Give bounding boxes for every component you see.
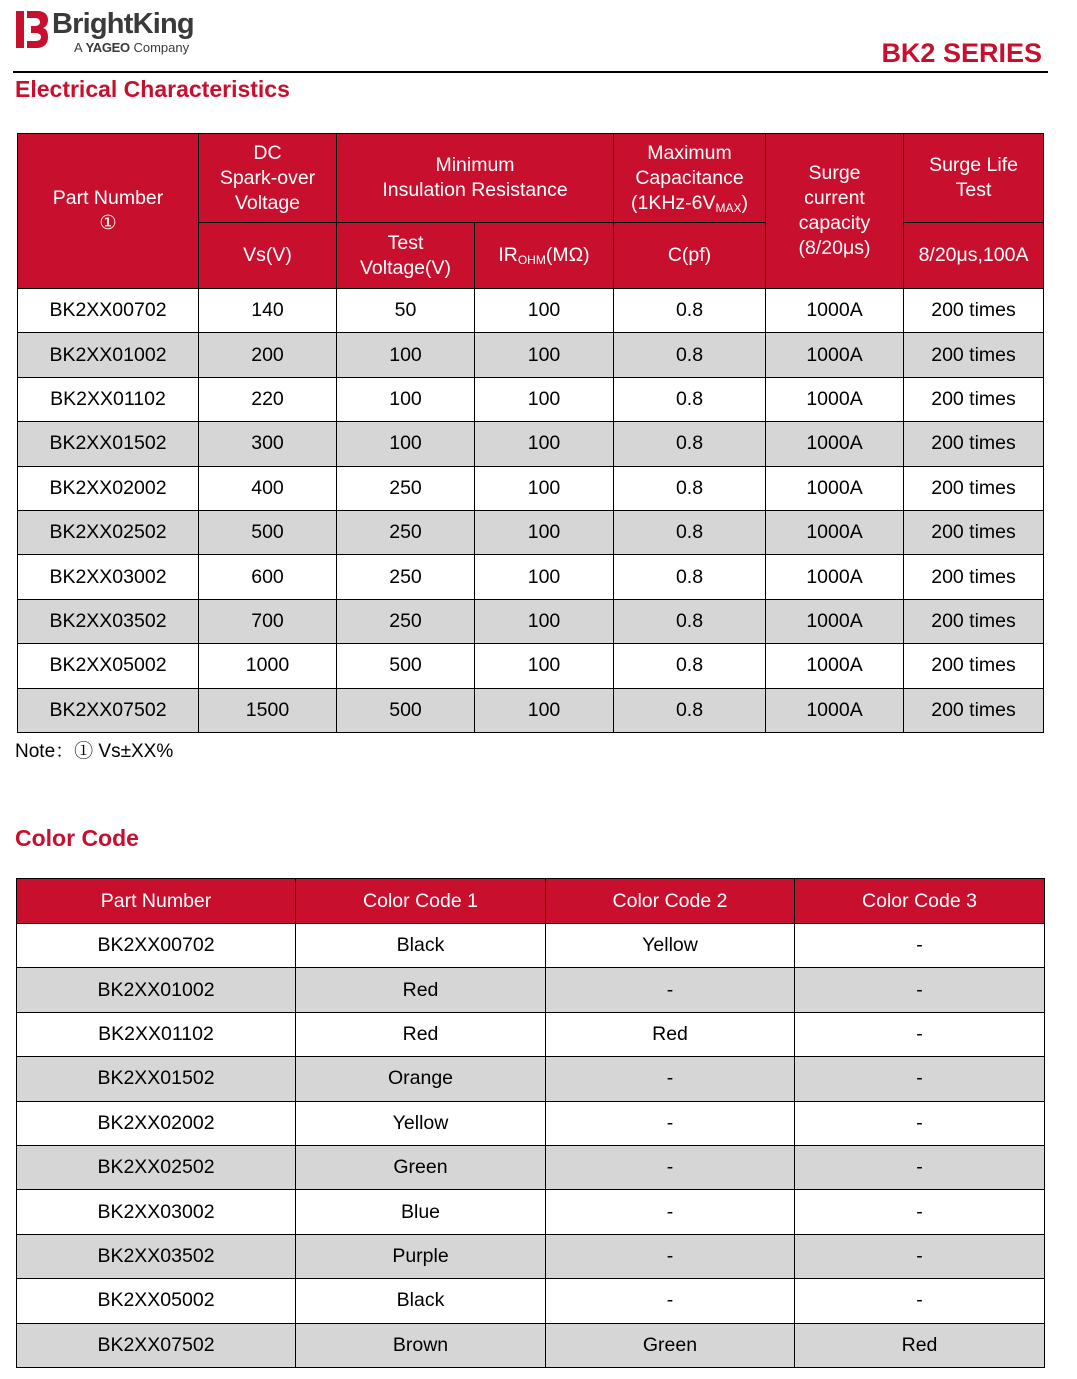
cell-test-voltage: 500 <box>337 688 475 732</box>
electrical-table-body <box>18 289 1044 733</box>
cell-color-code-1: Yellow <box>296 1101 546 1145</box>
color-header-part-number: Part Number <box>17 879 296 924</box>
cell-color-code-1: Purple <box>296 1234 546 1278</box>
cell-color-code-2: Yellow <box>546 924 795 968</box>
cell-capacitance: 0.8 <box>614 466 766 510</box>
cell-color-code-2: - <box>546 1190 795 1234</box>
cell-color-code-3: - <box>795 1190 1045 1234</box>
cell-color-code-2: - <box>546 1101 795 1145</box>
electrical-table-row <box>18 466 1044 510</box>
cell-surge-current: 1000A <box>766 688 904 732</box>
cell-color-code-2: Red <box>546 1012 795 1056</box>
cell-ir: 100 <box>475 688 614 732</box>
brand-name: BrightKing <box>52 8 194 40</box>
electrical-table-row <box>18 377 1044 421</box>
header-surge-life-test: Surge Life Test <box>904 134 1044 223</box>
color-table-row <box>17 1145 1045 1189</box>
header-ir-ohm: $IR_{OHM}(M\Omega)$ <box>475 223 614 289</box>
brand-sub-yageo: YAGEO <box>85 40 130 55</box>
cell-vs: 300 <box>199 422 337 466</box>
cell-surge-current: 1000A <box>766 377 904 421</box>
cell-vs: 1500 <box>199 688 337 732</box>
cell-part-number: BK2XX01002 <box>18 333 199 377</box>
cell-color-code-1: Black <box>296 1279 546 1323</box>
cell-capacitance: 0.8 <box>614 510 766 554</box>
cell-part-number: BK2XX05002 <box>18 644 199 688</box>
cell-part-number: BK2XX03502 <box>18 599 199 643</box>
cell-surge-current: 1000A <box>766 599 904 643</box>
cell-part-number: BK2XX03502 <box>17 1234 296 1278</box>
cell-color-code-2: Green <box>546 1323 795 1367</box>
cell-surge-life: 200 times <box>904 688 1044 732</box>
cell-color-code-1: Blue <box>296 1190 546 1234</box>
cell-ir: 100 <box>475 599 614 643</box>
electrical-table-row <box>18 688 1044 732</box>
header-dc-spark-over-voltage: DC Spark-over Voltage <box>199 134 337 223</box>
cell-color-code-3: - <box>795 1279 1045 1323</box>
electrical-table-row <box>18 644 1044 688</box>
cell-surge-life: 200 times <box>904 555 1044 599</box>
cell-part-number: BK2XX07502 <box>18 688 199 732</box>
color-header-code-2: Color Code 2 <box>546 879 795 924</box>
header-test-voltage: Test Voltage(V) <box>337 223 475 289</box>
color-table-row <box>17 1057 1045 1101</box>
electrical-characteristics-table <box>17 133 1044 733</box>
cell-color-code-3: - <box>795 1234 1045 1278</box>
cell-part-number: BK2XX03002 <box>18 555 199 599</box>
cell-color-code-3: - <box>795 1057 1045 1101</box>
cell-color-code-3: - <box>795 924 1045 968</box>
cell-color-code-1: Brown <box>296 1323 546 1367</box>
cell-color-code-2: - <box>546 1279 795 1323</box>
electrical-table-row <box>18 555 1044 599</box>
header-surge-current-capacity: Surge current capacity (8/20μs) <box>766 134 904 289</box>
cell-color-code-1: Orange <box>296 1057 546 1101</box>
color-code-section-title: Color Code <box>15 825 139 851</box>
cell-part-number: BK2XX02502 <box>17 1145 296 1189</box>
brightking-logo-mark-icon <box>16 11 48 48</box>
cell-vs: 220 <box>199 377 337 421</box>
cell-vs: 400 <box>199 466 337 510</box>
electrical-table-row <box>18 289 1044 333</box>
cell-ir: 100 <box>475 555 614 599</box>
cell-ir: 100 <box>475 377 614 421</box>
footnote-mark: ① <box>99 212 117 234</box>
cell-part-number: BK2XX00702 <box>18 289 199 333</box>
cell-ir: 100 <box>475 510 614 554</box>
brand-sub-prefix: A <box>74 40 82 55</box>
cell-color-code-2: - <box>546 968 795 1012</box>
cell-color-code-2: - <box>546 1234 795 1278</box>
cell-part-number: BK2XX03002 <box>17 1190 296 1234</box>
electrical-section-title: Electrical Characteristics <box>15 76 290 102</box>
color-table-row <box>17 924 1045 968</box>
cell-capacitance: 0.8 <box>614 377 766 421</box>
cell-ir: 100 <box>475 422 614 466</box>
cell-surge-current: 1000A <box>766 510 904 554</box>
electrical-table-row <box>18 599 1044 643</box>
cell-vs: 140 <box>199 289 337 333</box>
cell-capacitance: 0.8 <box>614 333 766 377</box>
brand-sub-suffix: Company <box>133 40 190 55</box>
cell-test-voltage: 100 <box>337 333 475 377</box>
cell-part-number: BK2XX01502 <box>17 1057 296 1101</box>
color-table-row <box>17 1101 1045 1145</box>
cell-ir: 100 <box>475 333 614 377</box>
color-table-row <box>17 1012 1045 1056</box>
color-header-code-3: Color Code 3 <box>795 879 1045 924</box>
cell-surge-current: 1000A <box>766 555 904 599</box>
cell-surge-life: 200 times <box>904 644 1044 688</box>
color-table-row <box>17 1279 1045 1323</box>
cell-test-voltage: 250 <box>337 599 475 643</box>
cell-test-voltage: 250 <box>337 510 475 554</box>
cell-capacitance: 0.8 <box>614 289 766 333</box>
cell-test-voltage: 100 <box>337 377 475 421</box>
cell-capacitance: 0.8 <box>614 688 766 732</box>
cell-ir: 100 <box>475 466 614 510</box>
electrical-table-row <box>18 422 1044 466</box>
cell-vs: 700 <box>199 599 337 643</box>
cell-capacitance: 0.8 <box>614 599 766 643</box>
color-table-row <box>17 1323 1045 1367</box>
cell-part-number: BK2XX01102 <box>17 1012 296 1056</box>
cell-part-number: BK2XX01002 <box>17 968 296 1012</box>
cell-surge-life: 200 times <box>904 377 1044 421</box>
cell-part-number: BK2XX02002 <box>18 466 199 510</box>
cell-surge-current: 1000A <box>766 466 904 510</box>
cell-part-number: BK2XX02502 <box>18 510 199 554</box>
cell-part-number: BK2XX01102 <box>18 377 199 421</box>
cell-surge-life: 200 times <box>904 289 1044 333</box>
electrical-table-row <box>18 510 1044 554</box>
cell-color-code-3: Red <box>795 1323 1045 1367</box>
cell-surge-current: 1000A <box>766 644 904 688</box>
cell-color-code-2: - <box>546 1057 795 1101</box>
cell-color-code-3: - <box>795 968 1045 1012</box>
cell-color-code-2: - <box>546 1145 795 1189</box>
cell-vs: 600 <box>199 555 337 599</box>
cell-part-number: BK2XX01502 <box>18 422 199 466</box>
cell-vs: 1000 <box>199 644 337 688</box>
cell-surge-current: 1000A <box>766 289 904 333</box>
cell-color-code-3: - <box>795 1012 1045 1056</box>
color-header-code-1: Color Code 1 <box>296 879 546 924</box>
cell-color-code-1: Black <box>296 924 546 968</box>
cell-surge-life: 200 times <box>904 510 1044 554</box>
header-part-number: Part Number ① <box>18 134 199 289</box>
cell-test-voltage: 500 <box>337 644 475 688</box>
header-life-condition: 8/20μs,100A <box>904 223 1044 289</box>
cell-surge-current: 1000A <box>766 333 904 377</box>
series-title: BK2 SERIES <box>881 38 1042 68</box>
cell-surge-life: 200 times <box>904 466 1044 510</box>
cell-vs: 500 <box>199 510 337 554</box>
cell-ir: 100 <box>475 644 614 688</box>
color-table-row <box>17 968 1045 1012</box>
cell-surge-life: 200 times <box>904 599 1044 643</box>
cell-surge-current: 1000A <box>766 422 904 466</box>
cell-capacitance: 0.8 <box>614 422 766 466</box>
cell-test-voltage: 250 <box>337 555 475 599</box>
color-table-body <box>17 924 1045 1368</box>
electrical-table-row <box>18 333 1044 377</box>
cell-color-code-1: Red <box>296 1012 546 1056</box>
header-divider <box>13 71 1048 73</box>
cell-color-code-3: - <box>795 1145 1045 1189</box>
cell-test-voltage: 50 <box>337 289 475 333</box>
color-code-table <box>16 878 1045 1368</box>
header-minimum-insulation-resistance: Minimum Insulation Resistance <box>337 134 614 223</box>
brightking-logo <box>16 10 226 60</box>
color-table-row <box>17 1234 1045 1278</box>
cell-part-number: BK2XX02002 <box>17 1101 296 1145</box>
cell-surge-life: 200 times <box>904 333 1044 377</box>
header-maximum-capacitance: Maximum Capacitance $(1KHz-6V_{MAX})$ <box>614 134 766 223</box>
cell-test-voltage: 250 <box>337 466 475 510</box>
cell-part-number: BK2XX07502 <box>17 1323 296 1367</box>
cell-vs: 200 <box>199 333 337 377</box>
header-capacitance-pf: C(pf) <box>614 223 766 289</box>
footnote: Note：① Vs±XX% <box>15 741 174 762</box>
cell-part-number: BK2XX00702 <box>17 924 296 968</box>
brand-subtitle <box>74 40 189 55</box>
cell-color-code-1: Green <box>296 1145 546 1189</box>
cell-part-number: BK2XX05002 <box>17 1279 296 1323</box>
cell-capacitance: 0.8 <box>614 644 766 688</box>
cell-ir: 100 <box>475 289 614 333</box>
header-vs: Vs(V) <box>199 223 337 289</box>
cell-test-voltage: 100 <box>337 422 475 466</box>
cell-capacitance: 0.8 <box>614 555 766 599</box>
cell-surge-life: 200 times <box>904 422 1044 466</box>
cell-color-code-3: - <box>795 1101 1045 1145</box>
cell-color-code-1: Red <box>296 968 546 1012</box>
color-table-row <box>17 1190 1045 1234</box>
